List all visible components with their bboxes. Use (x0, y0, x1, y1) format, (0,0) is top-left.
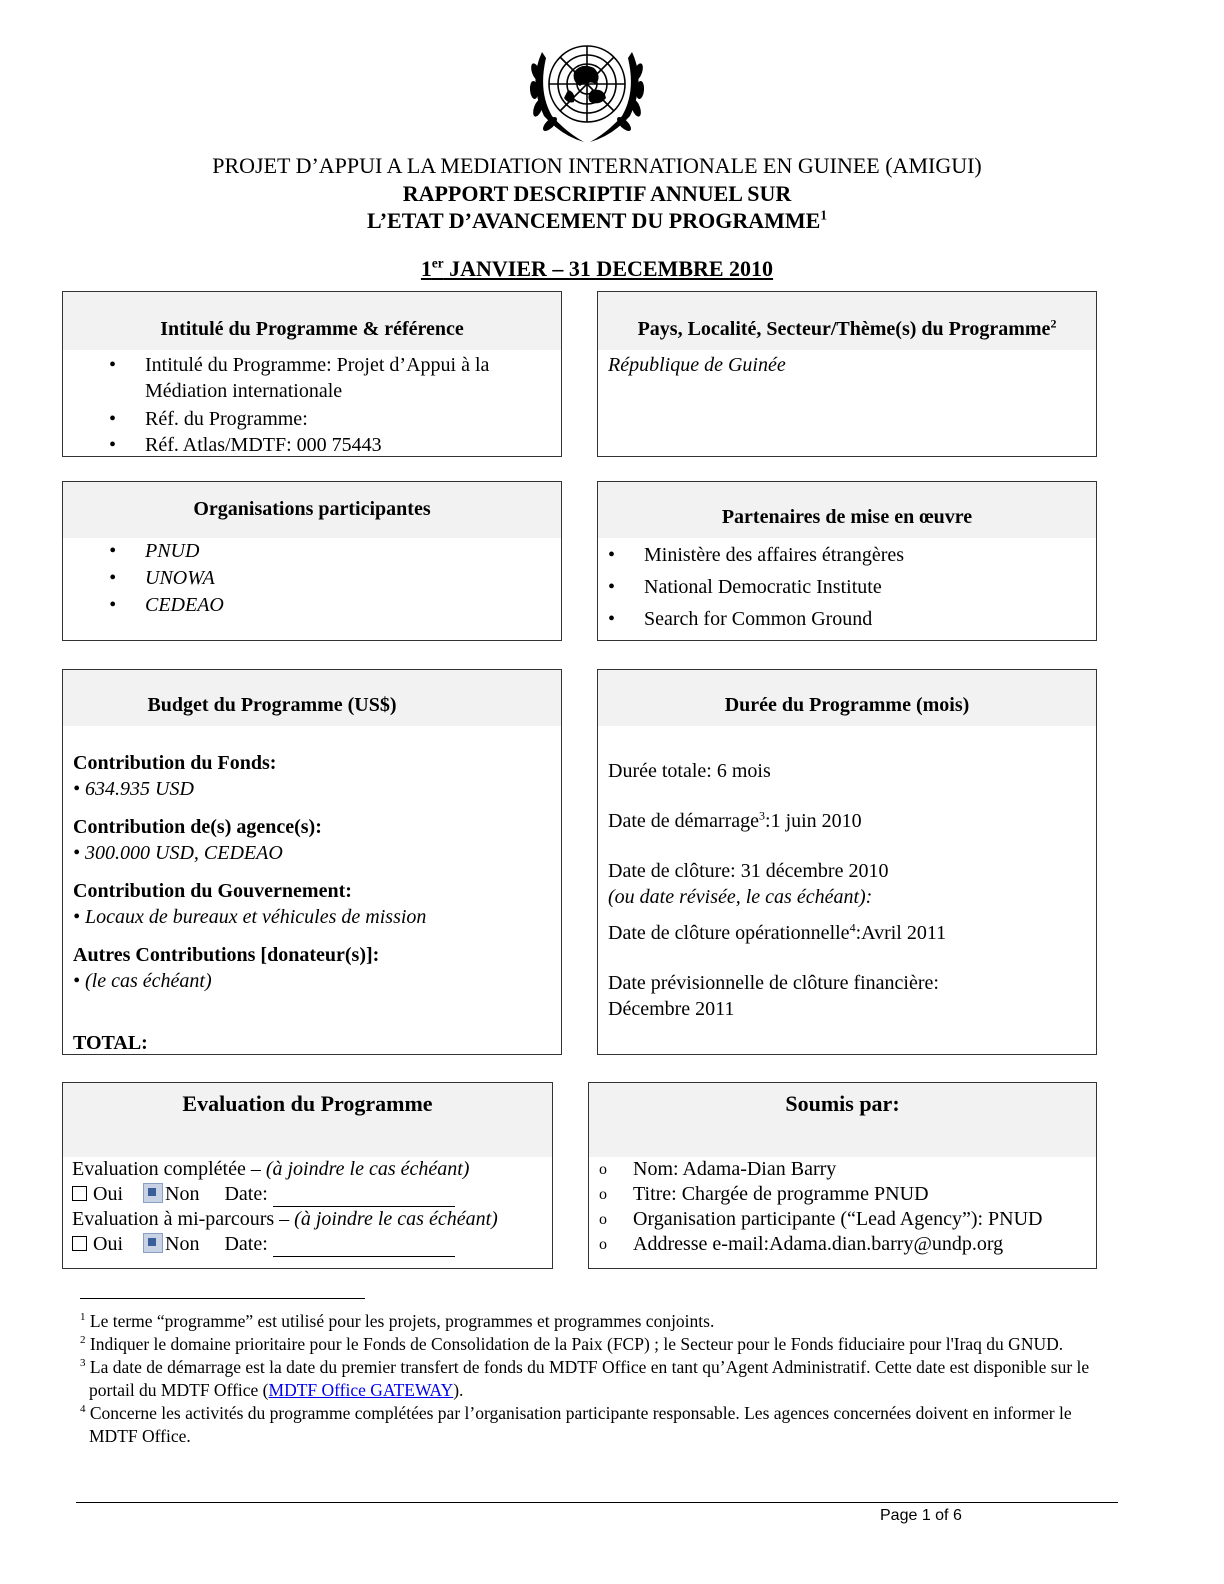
participating-orgs-heading: Organisations participantes (63, 482, 561, 538)
no-label: Non (165, 1233, 200, 1255)
list-item: • PNUD (63, 538, 561, 564)
budget-box (62, 669, 562, 1055)
evaluation-completed-row: Evaluation complétée – (à joindre le cas échéant) (72, 1158, 470, 1180)
program-reference-box (62, 291, 562, 457)
submitted-by-box (588, 1082, 1097, 1269)
government-contribution-value: • Locaux de bureaux et véhicules de mission (73, 906, 427, 928)
list-item: o Addresse e-mail:Adama.dian.barry@undp.org (589, 1232, 1096, 1257)
footnotes (80, 1310, 1120, 1448)
yes-label: Oui (93, 1183, 123, 1205)
evaluation-box (62, 1082, 553, 1269)
program-reference-list (63, 352, 561, 458)
fund-contribution-label: Contribution du Fonds: (73, 752, 277, 774)
total-duration: Durée totale: 6 mois (608, 760, 771, 782)
footnote-2: $^2$ Indiquer le domaine prioritaire pour le Fonds de Consolidation de la Paix (FCP) ; le Secteur pour le Fonds fiduciaire pour l'Iraq du GNUD. (80, 1334, 1064, 1354)
other-contributions-label: Autres Contributions [donateur(s)]: (73, 944, 380, 966)
financial-close-value: Décembre 2011 (608, 998, 735, 1020)
duration-heading: Durée du Programme (mois) (598, 670, 1096, 726)
title-line-1: PROJET D’APPUI A LA MEDIATION INTERNATIONALE EN GUINEE (AMIGUI) (212, 153, 982, 178)
agency-contribution-label: Contribution de(s) agence(s): (73, 816, 322, 838)
evaluation-midterm-options (72, 1232, 552, 1257)
list-item: • National Democratic Institute (608, 576, 882, 598)
evaluation-heading: Evaluation du Programme (63, 1083, 552, 1157)
list-item: o Nom: Adama-Dian Barry (589, 1157, 1096, 1182)
participating-orgs-box (62, 481, 562, 641)
date-field[interactable] (273, 1188, 455, 1207)
evaluation-completed-options (72, 1182, 552, 1207)
operational-close-date: Date de clôture opérationnelle$^4$:Avril 2011 (608, 920, 947, 944)
list-item: o Organisation participante (“Lead Agency”): PNUD (589, 1207, 1096, 1232)
submitted-by-list (589, 1157, 1096, 1257)
list-item: • Search for Common Ground (608, 608, 873, 630)
financial-close-label: Date prévisionnelle de clôture financière: (608, 972, 939, 994)
date-field[interactable] (273, 1238, 455, 1257)
no-option-icon[interactable] (143, 1183, 163, 1203)
yes-checkbox[interactable] (72, 1236, 87, 1251)
implementing-partners-list (598, 542, 1096, 632)
program-reference-heading: Intitulé du Programme & référence (63, 292, 561, 350)
list-item: • Ministère des affaires étrangères (608, 544, 905, 566)
date-label: Date: (224, 1183, 268, 1205)
start-date: Date de démarrage$^3$:1 juin 2010 (608, 808, 862, 832)
mdtf-gateway-link[interactable]: MDTF Office GATEWAY (268, 1380, 454, 1400)
footer-rule (76, 1502, 1118, 1503)
list-item: • CEDEAO (63, 592, 561, 618)
report-period: 1er JANVIER – 31 DECEMBRE 2010 (420, 255, 774, 281)
other-contributions-value: • (le cas échéant) (73, 970, 212, 992)
no-option-icon[interactable] (143, 1233, 163, 1253)
close-date-note: (ou date révisée, le cas échéant): (608, 886, 873, 908)
title-line-3: L’ETAT D’AVANCEMENT DU PROGRAMME$^1$ (367, 207, 827, 233)
agency-contribution-value: • 300.000 USD, CEDEAO (73, 842, 283, 864)
budget-heading: Budget du Programme (US$) (63, 670, 561, 726)
un-emblem-icon (522, 32, 652, 150)
list-item: • Réf. du Programme: (63, 406, 541, 432)
list-item: o Titre: Chargée de programme PNUD (589, 1182, 1096, 1207)
date-label: Date: (224, 1233, 268, 1255)
participating-orgs-list (63, 538, 561, 618)
page-number: Page 1 of 6 (880, 1507, 962, 1524)
list-item: • Réf. Atlas/MDTF: 000 75443 (63, 432, 541, 458)
government-contribution-label: Contribution du Gouvernement: (73, 880, 352, 902)
footnote-1: $^1$ Le terme “programme” est utilisé pour les projets, programmes et programmes conjoints. (80, 1311, 715, 1331)
list-item: • UNOWA (63, 565, 561, 591)
duration-box (597, 669, 1097, 1055)
yes-label: Oui (93, 1233, 123, 1255)
evaluation-midterm-row: Evaluation à mi-parcours – (à joindre le cas échéant) (72, 1208, 498, 1230)
footnote-separator (80, 1298, 365, 1299)
footnote-4: $^4$ Concerne les activités du programme complétées par l’organisation participante responsable. Les agences concernées doivent en informer le MDTF Office. (80, 1403, 1072, 1446)
implementing-partners-box (597, 481, 1097, 641)
country-box (597, 291, 1097, 457)
no-label: Non (165, 1183, 200, 1205)
close-date: Date de clôture: 31 décembre 2010 (608, 860, 889, 882)
country-heading: Pays, Localité, Secteur/Thème(s) du Programme$^2$ (598, 292, 1096, 350)
footnote-3: $^3$ La date de démarrage est la date du premier transfert de fonds du MDTF Office en tant qu’Agent Administratif. Cette date est disponible sur le portail du MDTF Office (MDTF Office GATEWAY). (80, 1357, 1090, 1400)
submitted-by-heading: Soumis par: (589, 1083, 1096, 1157)
list-item: • Intitulé du Programme: Projet d’Appui à la Médiation internationale (63, 352, 541, 404)
yes-checkbox[interactable] (72, 1186, 87, 1201)
title-line-2: RAPPORT DESCRIPTIF ANNUEL SUR (402, 181, 792, 206)
total-label: TOTAL: (73, 1032, 148, 1054)
implementing-partners-heading: Partenaires de mise en œuvre (598, 482, 1096, 538)
fund-contribution-value: • 634.935 USD (73, 778, 194, 800)
country-value: République de Guinée (608, 354, 786, 376)
